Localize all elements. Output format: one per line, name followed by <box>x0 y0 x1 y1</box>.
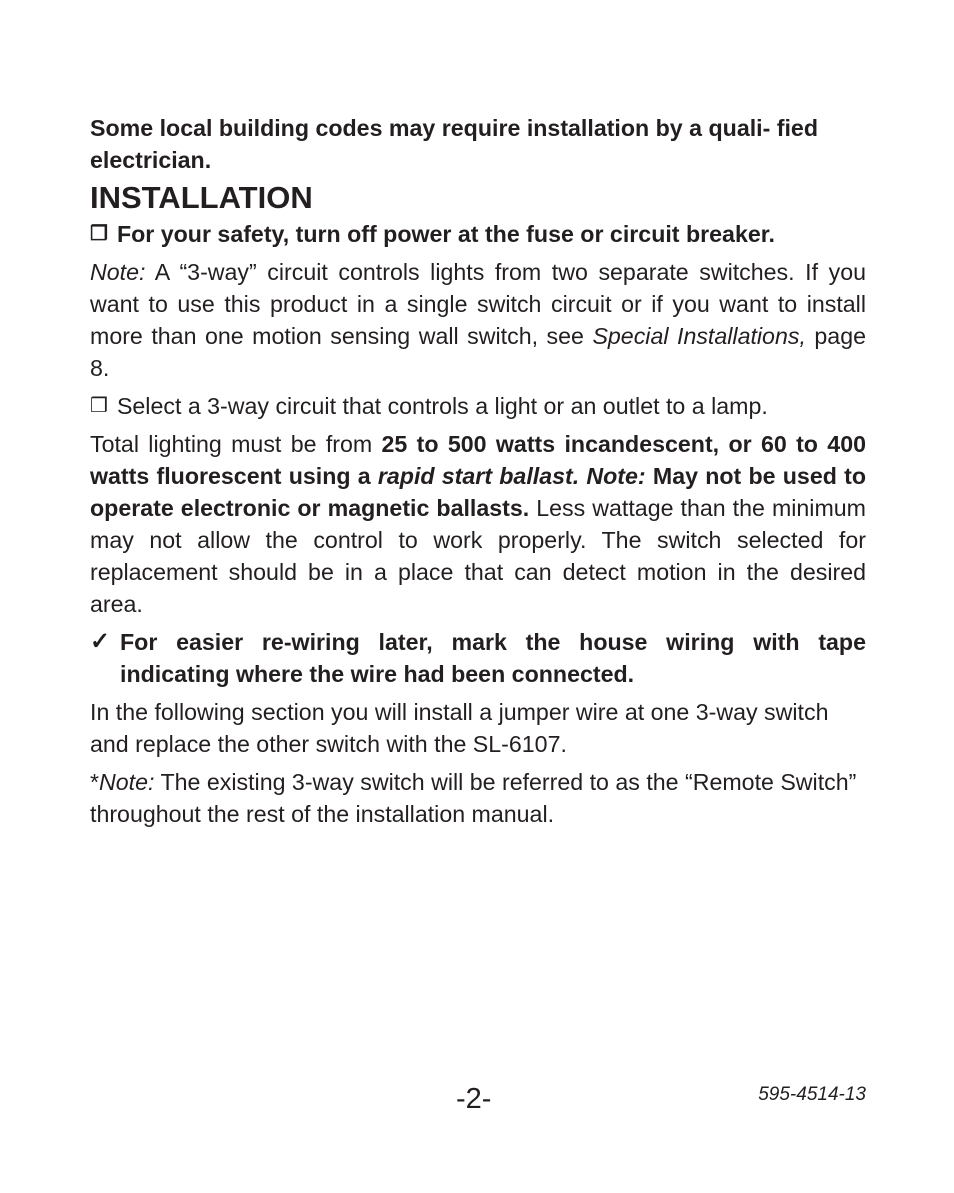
note-page-ref: page 8. <box>90 323 866 381</box>
select-circuit-text: Select a 3-way circuit that controls a light or an outlet to a lamp. <box>116 393 768 419</box>
page-body <box>90 112 866 830</box>
checkbox-icon: ❒ <box>90 395 108 417</box>
ballast-note: rapid start ballast. Note: <box>377 463 646 489</box>
note-3way-paragraph <box>90 256 866 384</box>
note-label: Note: <box>99 769 155 795</box>
tip-item <box>90 626 866 690</box>
safety-text: For your safety, turn off power at the fuse or circuit breaker. <box>116 221 775 247</box>
select-circuit-item <box>90 390 866 422</box>
document-code: 595-4514-13 <box>758 1084 866 1105</box>
wattage-range: 25 to 500 watts incandescent, or 60 to 400 watts fluorescent using a <box>90 431 866 489</box>
note-label: Note: <box>90 259 146 285</box>
checkmark-icon: ✓ <box>90 628 111 655</box>
remote-switch-note-text: The existing 3-way switch will be referred to as the “Remote Switch” throughout the rest of the installation manual. <box>90 769 857 827</box>
total-lighting-detail: Less wattage than the minimum may not allow the control to work properly. The switch selected for replacement should be in a place that can detect motion in the desired area. <box>90 495 866 617</box>
page-number: -2- <box>456 1083 492 1115</box>
following-section-paragraph: In the following section you will install a jumper wire at one 3-way switch and replace the other switch with the SL-6107. <box>90 699 829 757</box>
ballast-warning: May not be used to operate electronic or magnetic ballasts. <box>90 463 866 521</box>
tip-text: For easier re-wiring later, mark the house wiring with tape indicating where the wire had been connected. <box>120 629 866 687</box>
safety-item <box>90 218 866 250</box>
building-code-warning: Some local building codes may require installation by a quali- fied electrician. <box>90 115 818 173</box>
special-installations-ref: Special Installations, <box>592 323 806 349</box>
installation-heading: INSTALLATION <box>90 180 313 215</box>
asterisk: * <box>90 769 100 795</box>
checkbox-icon: ❒ <box>90 223 108 245</box>
note-text: A “3-way” circuit controls lights from two separate switches. If you want to use this product in a single switch circuit or if you want to install more than one motion sensing wall switch, see <box>90 259 866 349</box>
remote-switch-note <box>90 766 866 830</box>
total-lighting-paragraph <box>90 428 866 620</box>
total-lighting-intro: Total lighting must be from <box>90 431 382 457</box>
